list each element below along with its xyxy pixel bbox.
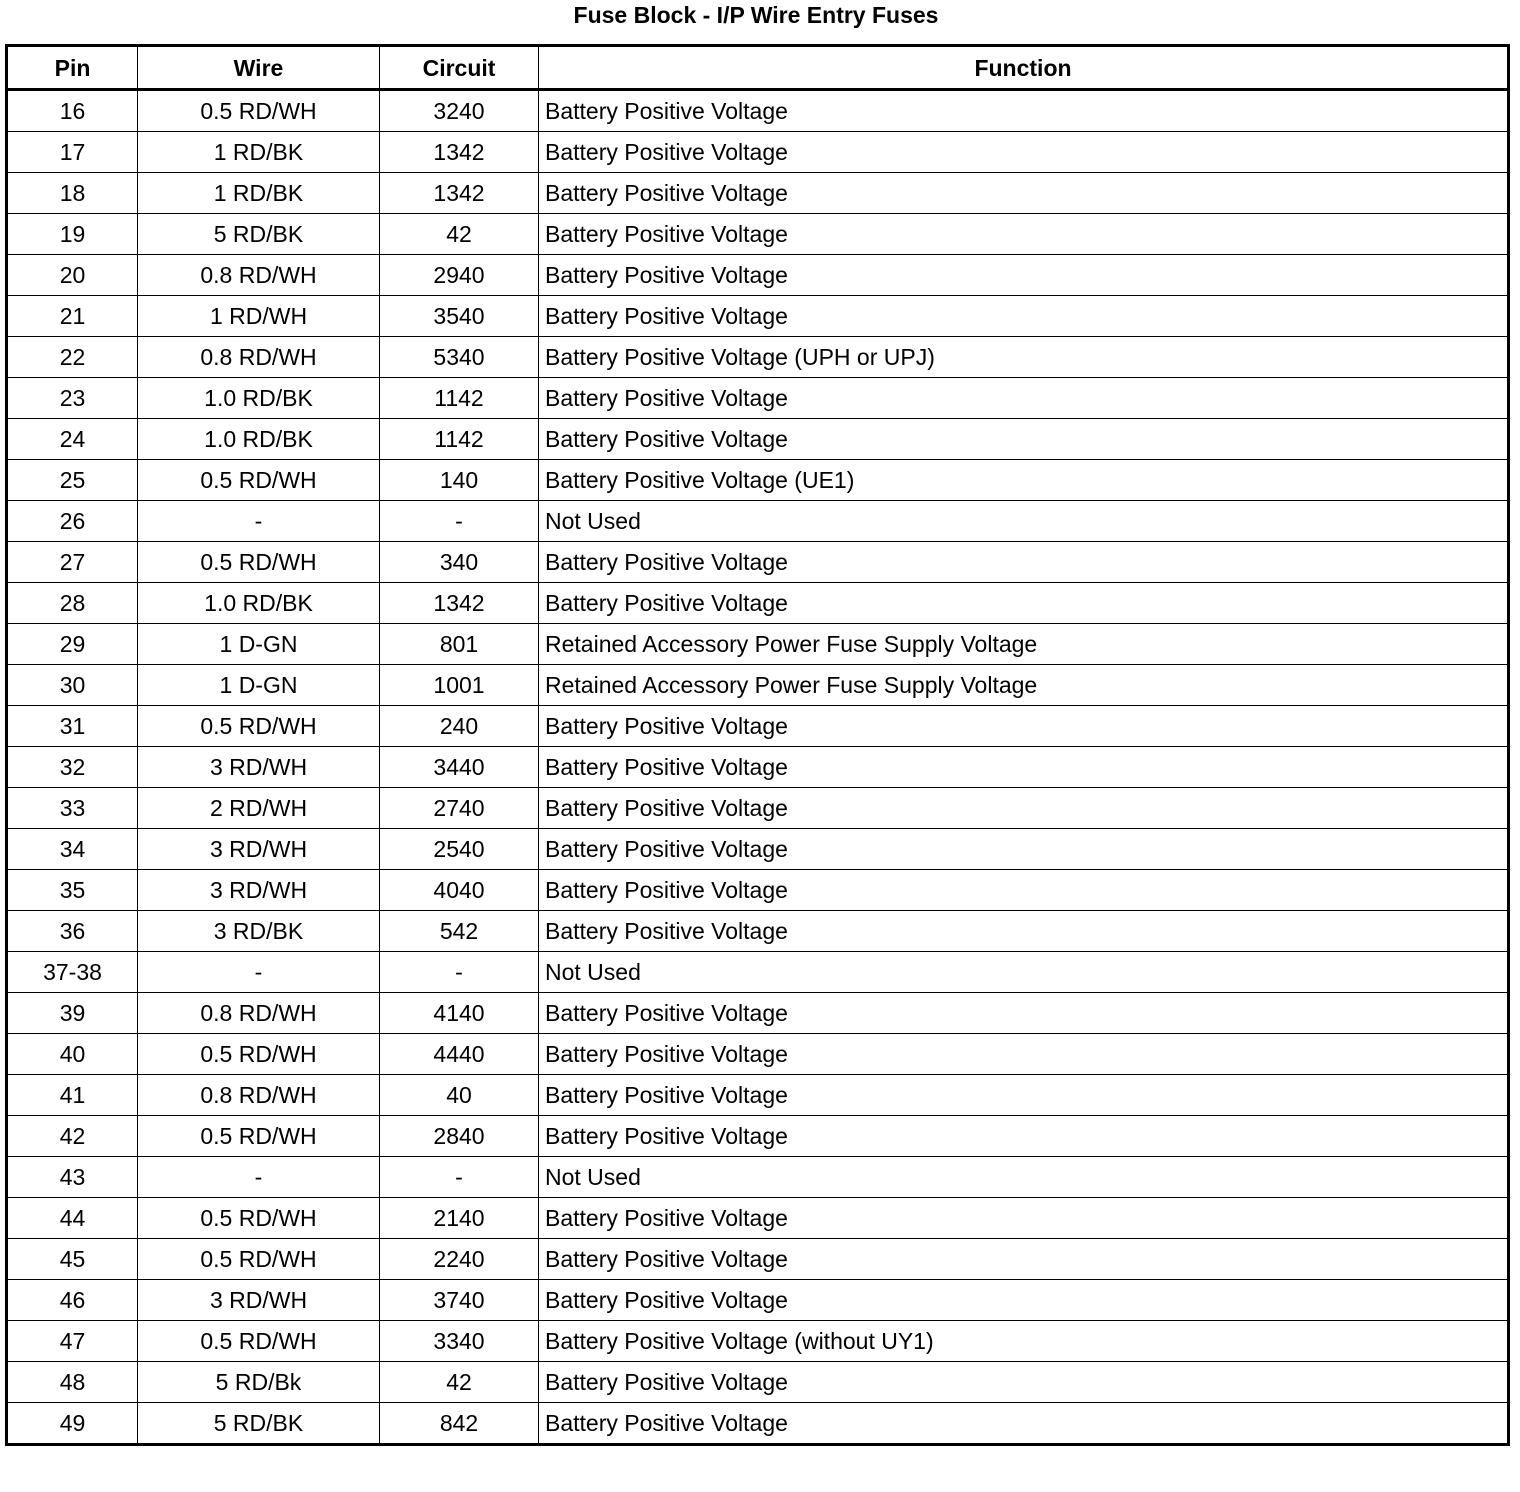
- table-row: [7, 1239, 1509, 1280]
- table-row: [7, 706, 1509, 747]
- function-cell: Retained Accessory Power Fuse Supply Voltage: [539, 665, 1509, 706]
- pin-cell: 47: [7, 1321, 138, 1362]
- function-cell: Battery Positive Voltage (without UY1): [539, 1321, 1509, 1362]
- function-cell: Battery Positive Voltage: [539, 706, 1509, 747]
- pin-cell: 22: [7, 337, 138, 378]
- wire-cell: 0.5 RD/WH: [138, 1034, 380, 1075]
- function-cell: Battery Positive Voltage: [539, 1362, 1509, 1403]
- circuit-cell: 2540: [380, 829, 539, 870]
- pin-cell: 32: [7, 747, 138, 788]
- pin-cell: 46: [7, 1280, 138, 1321]
- function-cell: Not Used: [539, 1157, 1509, 1198]
- pin-cell: 44: [7, 1198, 138, 1239]
- pin-cell: 33: [7, 788, 138, 829]
- function-cell: Battery Positive Voltage: [539, 1198, 1509, 1239]
- pin-cell: 25: [7, 460, 138, 501]
- function-cell: Not Used: [539, 952, 1509, 993]
- table-row: [7, 788, 1509, 829]
- circuit-cell: 2140: [380, 1198, 539, 1239]
- wire-cell: 0.5 RD/WH: [138, 90, 380, 132]
- table-row: [7, 419, 1509, 460]
- function-cell: Battery Positive Voltage: [539, 1403, 1509, 1445]
- header-row: [7, 46, 1509, 90]
- pin-cell: 26: [7, 501, 138, 542]
- table-row: [7, 460, 1509, 501]
- circuit-cell: 2840: [380, 1116, 539, 1157]
- circuit-cell: 1142: [380, 378, 539, 419]
- pin-cell: 17: [7, 132, 138, 173]
- table-body: [7, 90, 1509, 1445]
- pin-cell: 37-38: [7, 952, 138, 993]
- wire-cell: 0.5 RD/WH: [138, 706, 380, 747]
- pin-cell: 16: [7, 90, 138, 132]
- circuit-cell: 1342: [380, 132, 539, 173]
- circuit-cell: 5340: [380, 337, 539, 378]
- table-row: [7, 665, 1509, 706]
- pin-cell: 19: [7, 214, 138, 255]
- function-cell: Battery Positive Voltage: [539, 378, 1509, 419]
- pin-cell: 40: [7, 1034, 138, 1075]
- circuit-cell: 3340: [380, 1321, 539, 1362]
- table-row: [7, 173, 1509, 214]
- pin-cell: 42: [7, 1116, 138, 1157]
- function-cell: Battery Positive Voltage: [539, 1280, 1509, 1321]
- wire-cell: 0.8 RD/WH: [138, 993, 380, 1034]
- table-row: [7, 337, 1509, 378]
- circuit-cell: 3740: [380, 1280, 539, 1321]
- circuit-cell: 40: [380, 1075, 539, 1116]
- function-cell: Battery Positive Voltage: [539, 993, 1509, 1034]
- pin-cell: 27: [7, 542, 138, 583]
- wire-cell: 1 D-GN: [138, 624, 380, 665]
- table-row: [7, 1034, 1509, 1075]
- pin-cell: 20: [7, 255, 138, 296]
- function-cell: Battery Positive Voltage: [539, 1116, 1509, 1157]
- wire-cell: -: [138, 501, 380, 542]
- wire-cell: 1 RD/BK: [138, 132, 380, 173]
- pin-cell: 41: [7, 1075, 138, 1116]
- function-cell: Battery Positive Voltage: [539, 870, 1509, 911]
- wire-cell: 0.8 RD/WH: [138, 255, 380, 296]
- wire-cell: 5 RD/BK: [138, 214, 380, 255]
- function-cell: Battery Positive Voltage (UPH or UPJ): [539, 337, 1509, 378]
- table-header: [7, 46, 1509, 90]
- function-cell: Battery Positive Voltage: [539, 1239, 1509, 1280]
- circuit-cell: 2940: [380, 255, 539, 296]
- wire-cell: 5 RD/BK: [138, 1403, 380, 1445]
- circuit-cell: 4440: [380, 1034, 539, 1075]
- wire-cell: -: [138, 1157, 380, 1198]
- wire-cell: 0.5 RD/WH: [138, 1116, 380, 1157]
- table-row: [7, 624, 1509, 665]
- circuit-cell: 3240: [380, 90, 539, 132]
- table-row: [7, 1157, 1509, 1198]
- circuit-cell: 842: [380, 1403, 539, 1445]
- table-row: [7, 378, 1509, 419]
- function-cell: Battery Positive Voltage: [539, 911, 1509, 952]
- wire-cell: 0.5 RD/WH: [138, 1239, 380, 1280]
- wire-cell: 3 RD/WH: [138, 829, 380, 870]
- wire-cell: 0.5 RD/WH: [138, 1321, 380, 1362]
- wire-cell: 1.0 RD/BK: [138, 419, 380, 460]
- table-row: [7, 1403, 1509, 1445]
- table-row: [7, 1280, 1509, 1321]
- function-cell: Battery Positive Voltage: [539, 788, 1509, 829]
- function-cell: Battery Positive Voltage: [539, 214, 1509, 255]
- circuit-cell: 42: [380, 1362, 539, 1403]
- circuit-cell: -: [380, 501, 539, 542]
- pin-cell: 29: [7, 624, 138, 665]
- function-cell: Battery Positive Voltage: [539, 747, 1509, 788]
- table-row: [7, 583, 1509, 624]
- pin-cell: 43: [7, 1157, 138, 1198]
- circuit-cell: 4140: [380, 993, 539, 1034]
- table-row: [7, 911, 1509, 952]
- circuit-cell: 2240: [380, 1239, 539, 1280]
- function-cell: Battery Positive Voltage: [539, 1075, 1509, 1116]
- pin-cell: 36: [7, 911, 138, 952]
- function-cell: Battery Positive Voltage: [539, 419, 1509, 460]
- pin-cell: 49: [7, 1403, 138, 1445]
- table-row: [7, 829, 1509, 870]
- circuit-cell: 340: [380, 542, 539, 583]
- wire-cell: 1 D-GN: [138, 665, 380, 706]
- function-cell: Battery Positive Voltage: [539, 173, 1509, 214]
- table-row: [7, 255, 1509, 296]
- circuit-cell: 4040: [380, 870, 539, 911]
- circuit-cell: 42: [380, 214, 539, 255]
- wire-cell: 5 RD/Bk: [138, 1362, 380, 1403]
- table-row: [7, 90, 1509, 132]
- wire-cell: 1 RD/WH: [138, 296, 380, 337]
- table-row: [7, 542, 1509, 583]
- function-cell: Battery Positive Voltage: [539, 583, 1509, 624]
- table-row: [7, 501, 1509, 542]
- pin-cell: 35: [7, 870, 138, 911]
- circuit-cell: 1342: [380, 173, 539, 214]
- wire-cell: 3 RD/WH: [138, 747, 380, 788]
- circuit-cell: 140: [380, 460, 539, 501]
- wire-cell: 2 RD/WH: [138, 788, 380, 829]
- pin-cell: 31: [7, 706, 138, 747]
- function-cell: Battery Positive Voltage: [539, 542, 1509, 583]
- pin-cell: 34: [7, 829, 138, 870]
- circuit-cell: 3440: [380, 747, 539, 788]
- wire-cell: 0.5 RD/WH: [138, 542, 380, 583]
- column-header-wire: Wire: [138, 46, 380, 90]
- pin-cell: 23: [7, 378, 138, 419]
- circuit-cell: 240: [380, 706, 539, 747]
- wire-cell: 3 RD/WH: [138, 870, 380, 911]
- column-header-function: Function: [539, 46, 1509, 90]
- column-header-pin: Pin: [7, 46, 138, 90]
- pin-cell: 28: [7, 583, 138, 624]
- wire-cell: 1.0 RD/BK: [138, 378, 380, 419]
- column-header-circuit: Circuit: [380, 46, 539, 90]
- wire-cell: 0.8 RD/WH: [138, 337, 380, 378]
- circuit-cell: 1001: [380, 665, 539, 706]
- circuit-cell: 3540: [380, 296, 539, 337]
- table-row: [7, 214, 1509, 255]
- circuit-cell: 801: [380, 624, 539, 665]
- pin-cell: 18: [7, 173, 138, 214]
- pin-cell: 30: [7, 665, 138, 706]
- table-row: [7, 1116, 1509, 1157]
- wire-cell: 0.8 RD/WH: [138, 1075, 380, 1116]
- circuit-cell: 542: [380, 911, 539, 952]
- wire-cell: 0.5 RD/WH: [138, 1198, 380, 1239]
- function-cell: Battery Positive Voltage: [539, 90, 1509, 132]
- pin-cell: 24: [7, 419, 138, 460]
- table-row: [7, 1075, 1509, 1116]
- table-row: [7, 1321, 1509, 1362]
- pin-cell: 48: [7, 1362, 138, 1403]
- function-cell: Retained Accessory Power Fuse Supply Voltage: [539, 624, 1509, 665]
- table-row: [7, 747, 1509, 788]
- table-row: [7, 952, 1509, 993]
- function-cell: Battery Positive Voltage: [539, 296, 1509, 337]
- pin-cell: 39: [7, 993, 138, 1034]
- function-cell: Not Used: [539, 501, 1509, 542]
- wire-cell: 3 RD/BK: [138, 911, 380, 952]
- function-cell: Battery Positive Voltage: [539, 255, 1509, 296]
- function-cell: Battery Positive Voltage: [539, 132, 1509, 173]
- function-cell: Battery Positive Voltage: [539, 1034, 1509, 1075]
- circuit-cell: -: [380, 1157, 539, 1198]
- function-cell: Battery Positive Voltage (UE1): [539, 460, 1509, 501]
- wire-cell: 0.5 RD/WH: [138, 460, 380, 501]
- wire-cell: 3 RD/WH: [138, 1280, 380, 1321]
- function-cell: Battery Positive Voltage: [539, 829, 1509, 870]
- wire-cell: 1 RD/BK: [138, 173, 380, 214]
- pin-cell: 45: [7, 1239, 138, 1280]
- wire-cell: -: [138, 952, 380, 993]
- table-row: [7, 1198, 1509, 1239]
- circuit-cell: 1142: [380, 419, 539, 460]
- page-title: Fuse Block - I/P Wire Entry Fuses: [573, 2, 939, 28]
- table-row: [7, 132, 1509, 173]
- circuit-cell: 1342: [380, 583, 539, 624]
- fuse-table: [5, 44, 1510, 1446]
- table-row: [7, 1362, 1509, 1403]
- table-row: [7, 993, 1509, 1034]
- table-row: [7, 296, 1509, 337]
- table-row: [7, 870, 1509, 911]
- wire-cell: 1.0 RD/BK: [138, 583, 380, 624]
- pin-cell: 21: [7, 296, 138, 337]
- circuit-cell: -: [380, 952, 539, 993]
- circuit-cell: 2740: [380, 788, 539, 829]
